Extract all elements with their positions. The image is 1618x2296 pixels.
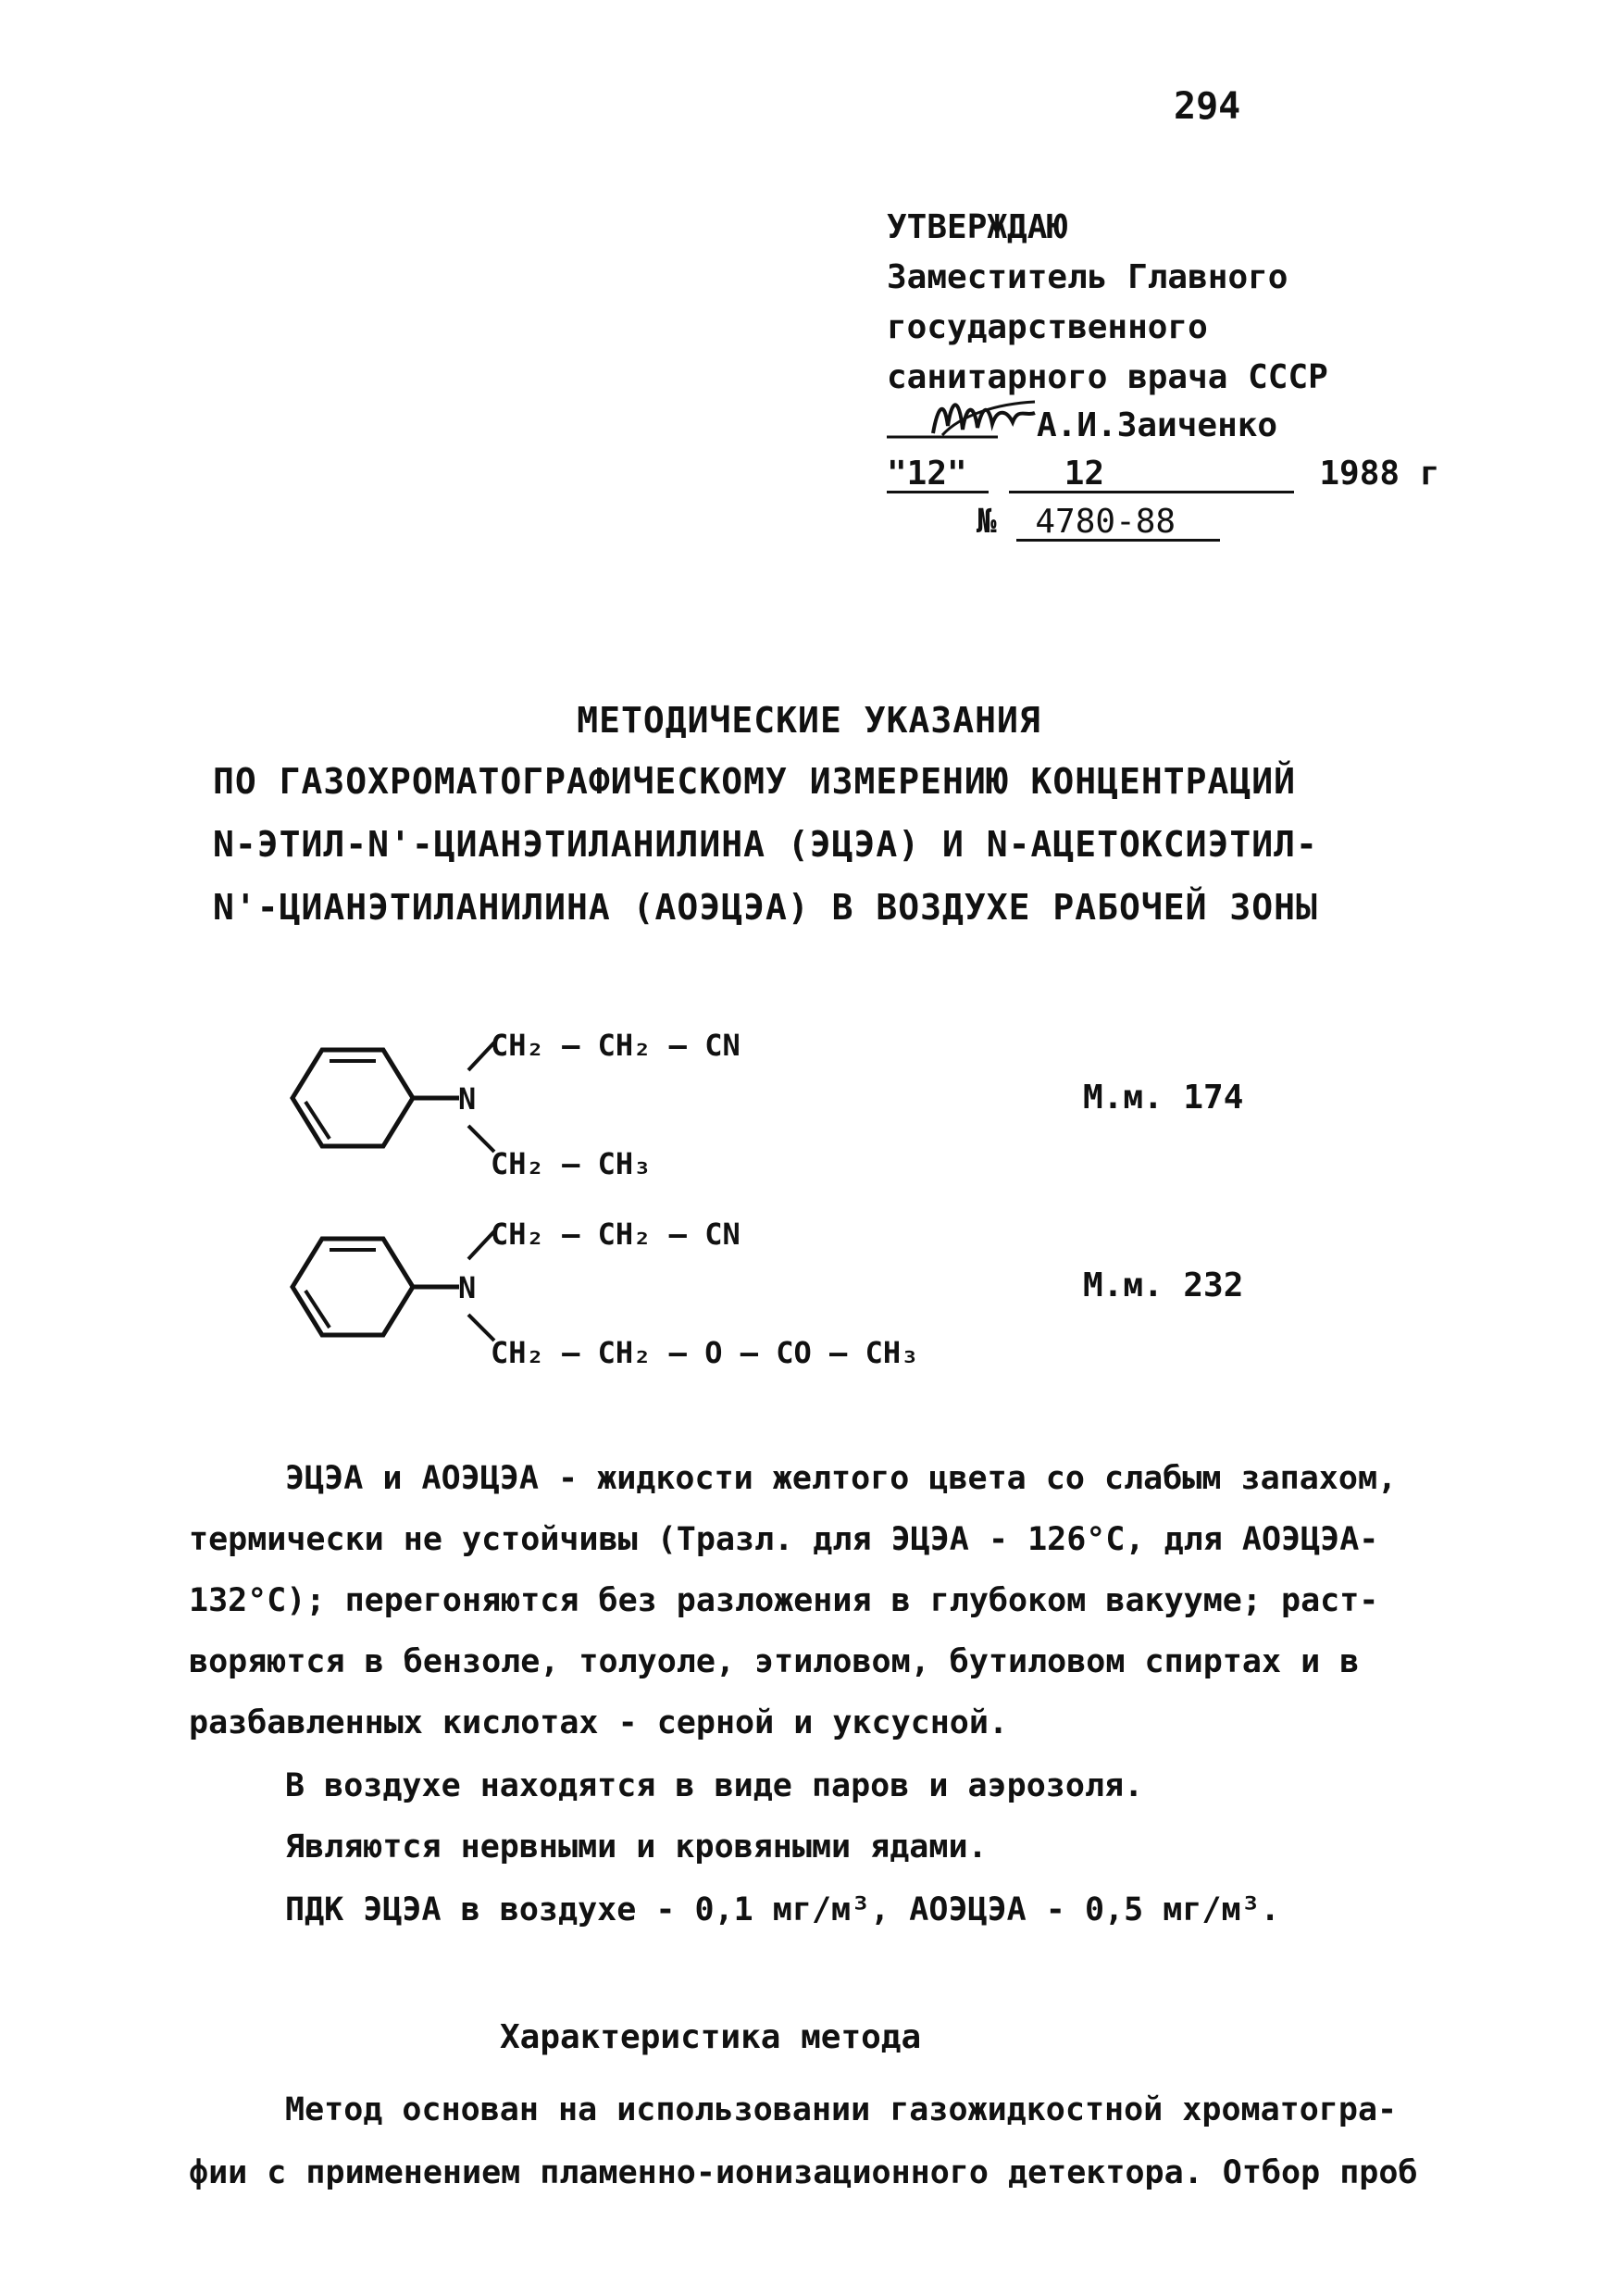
formula-2-nitrogen: N xyxy=(458,1270,477,1305)
title-line-4: N'-ЦИАНЭТИЛАНИЛИНА (АОЭЦЭА) В ВОЗДУХЕ РАБОЧЕЙ ЗОНЫ xyxy=(213,887,1318,928)
molecular-mass-1: М.м. 174 xyxy=(1083,1079,1244,1117)
paragraph-line: 132°С); перегоняются без разложения в глубоком вакууме; раст- xyxy=(189,1582,1379,1619)
benzene-ring-structure xyxy=(274,1035,487,1174)
paragraph-line: ЭЦЭА и АОЭЦЭА - жидкости желтого цвета со слабым запахом, xyxy=(285,1460,1398,1497)
paragraph-line: разбавленных кислотах - серной и уксусной. xyxy=(189,1704,1009,1741)
paragraph-line: воряются в бензоле, толуоле, этиловом, бутиловом спиртах и в xyxy=(189,1643,1360,1680)
approval-month: 12 xyxy=(1009,457,1294,493)
document-title: МЕТОДИЧЕСКИЕ УКАЗАНИЯ xyxy=(577,700,1041,741)
section-heading: Характеристика метода xyxy=(500,2018,922,2056)
approval-number: 4780-88 xyxy=(1016,505,1220,542)
approval-position-3: санитарного врача СССР xyxy=(887,358,1328,396)
title-line-3: N-ЭТИЛ-N'-ЦИАНЭТИЛАНИЛИНА (ЭЦЭА) И N-АЦЕТОКСИЭТИЛ- xyxy=(213,824,1318,865)
title-line-2: ПО ГАЗОХРОМАТОГРАФИЧЕСКОМУ ИЗМЕРЕНИЮ КОНЦЕНТРАЦИЙ xyxy=(213,761,1297,802)
paragraph-line: термически не устойчивы (Тразл. для ЭЦЭА - 126°С, для АОЭЦЭА- xyxy=(189,1521,1379,1558)
approval-position-2: государственного xyxy=(887,308,1208,346)
paragraph-mac: ПДК ЭЦЭА в воздухе - 0,1 мг/м³, АОЭЦЭА - 0,5 мг/м³. xyxy=(285,1891,1280,1928)
formula-1-bottom: CH₂ – CH₃ xyxy=(491,1146,652,1181)
molecular-mass-2: М.м. 232 xyxy=(1083,1267,1244,1304)
page-number: 294 xyxy=(1174,85,1241,128)
formula-1-top: CH₂ – CH₂ – CN xyxy=(491,1028,741,1063)
section-line-1: Метод основан на использовании газожидкостной хроматогра- xyxy=(285,2091,1398,2128)
formula-2-bottom: CH₂ – CH₂ – O – CO – CH₃ xyxy=(491,1335,919,1370)
section-line-2: фии с применением пламенно-ионизационного детектора. Отбор проб xyxy=(189,2154,1418,2191)
approval-date xyxy=(887,457,1439,493)
approval-number-line xyxy=(977,505,1220,542)
paragraph-air-form: В воздухе находятся в виде паров и аэрозоля. xyxy=(285,1767,1144,1804)
approval-position: Заместитель Главного xyxy=(887,258,1288,296)
formula-1-nitrogen: N xyxy=(458,1081,477,1117)
approval-year: 1988 г xyxy=(1319,455,1440,493)
benzene-ring-structure-2 xyxy=(274,1224,487,1363)
approval-number-prefix: № xyxy=(977,503,997,541)
approval-heading: УТВЕРЖДАЮ xyxy=(887,208,1068,246)
approval-day: "12" xyxy=(887,457,989,493)
paragraph-toxicity: Являются нервными и кровяными ядами. xyxy=(285,1828,988,1866)
formula-2-top: CH₂ – CH₂ – CN xyxy=(491,1217,741,1252)
approval-signer: А.И.Заиченко xyxy=(1037,406,1278,444)
